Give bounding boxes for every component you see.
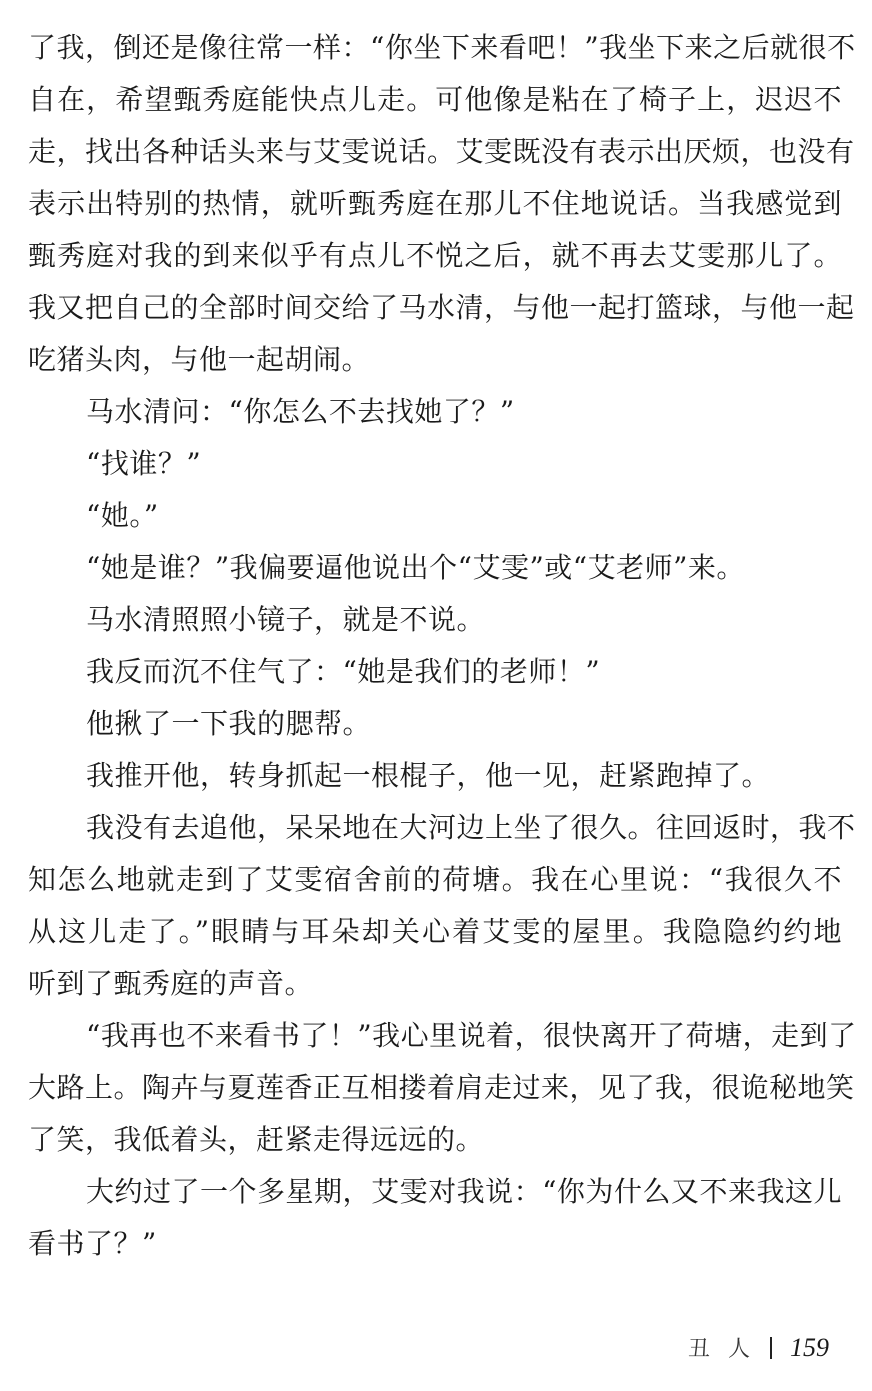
text-line: 我推开他，转身抓起一根棍子，他一见，赶紧跑掉了。 [86, 759, 771, 792]
text-line: 吃猪头肉，与他一起胡闹。 [28, 343, 371, 376]
text-line: 他揪了一下我的腮帮。 [86, 707, 372, 740]
text-line: 我反而沉不住气了：“她是我们的老师！” [86, 655, 601, 688]
text-line: 表示出特别的热情，就听甄秀庭在那儿不住地说话。当我感觉到 [28, 187, 842, 220]
running-title: 丑人 [688, 1337, 769, 1362]
text-line: 马水清问：“你怎么不去找她了？” [86, 395, 515, 428]
text-line: 看书了？” [28, 1227, 157, 1260]
text-line: “她。” [86, 499, 159, 532]
text-line: 走，找出各种话头来与艾雯说话。艾雯既没有表示出厌烦，也没有 [28, 135, 855, 168]
page-footer [688, 1332, 829, 1363]
text-line: 了笑，我低着头，赶紧走得远远的。 [28, 1123, 485, 1156]
text-line: “我再也不来看书了！”我心里说着，很快离开了荷塘，走到了 [86, 1019, 857, 1052]
text-line: 甄秀庭对我的到来似乎有点儿不悦之后，就不再去艾雯那儿了。 [28, 239, 842, 272]
text-line: 大约过了一个多星期，艾雯对我说：“你为什么又不来我这儿 [86, 1175, 842, 1208]
text-line: “找谁？” [86, 447, 202, 480]
text-line: “她是谁？”我偏要逼他说出个“艾雯”或“艾老师”来。 [86, 551, 745, 584]
page-body [28, 22, 857, 1270]
text-line: 知怎么地就走到了艾雯宿舍前的荷塘。我在心里说：“我很久不 [28, 863, 842, 896]
text-line: 我又把自己的全部时间交给了马水清，与他一起打篮球，与他一起 [28, 291, 855, 324]
text-line: 大路上。陶卉与夏莲香正互相搂着肩走过来，见了我，很诡秘地笑 [28, 1071, 855, 1104]
text-line: 马水清照照小镜子，就是不说。 [86, 603, 486, 636]
page-number: 159 [790, 1332, 830, 1362]
text-line: 了我，倒还是像往常一样：“你坐下来看吧！”我坐下来之后就很不 [28, 31, 856, 64]
text-line: 自在，希望甄秀庭能快点儿走。可他像是粘在了椅子上，迟迟不 [28, 83, 842, 116]
text-line: 我没有去追他，呆呆地在大河边上坐了很久。往回返时，我不 [86, 811, 856, 844]
text-line: 从这儿走了。”眼睛与耳朵却关心着艾雯的屋里。我隐隐约约地 [28, 915, 842, 948]
footer-divider [770, 1337, 772, 1359]
text-line: 听到了甄秀庭的声音。 [28, 967, 314, 1000]
